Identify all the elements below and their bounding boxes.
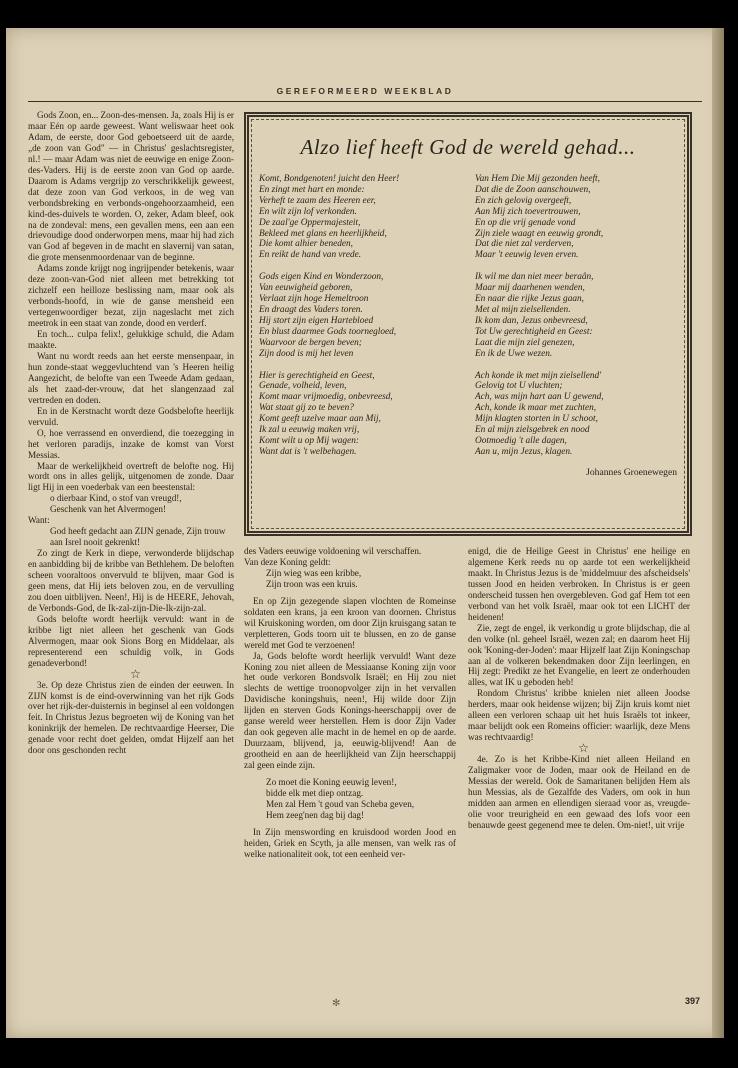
poem-line: En naar die rijke Jezus gaan, [475, 294, 584, 305]
poem-line: Van Hem Die Mij gezonden heeft, [475, 174, 600, 184]
paragraph: Adams zonde krijgt nog ingrijpender betekenis, waar deze zoon-van-God niet alleen met betrekking tot zichzelf een heilloze beslissing nam, maar ook als verbonds-hoofd, in wie de ganse mensheid een vertegenwoordiger bezat, zijn nageslacht met zich meetrok in een staat van zonde, dood en verderf. [28, 263, 234, 329]
paragraph: Zijn troon was een kruis. [266, 578, 358, 589]
poem-line: En wilt zijn lof verkonden. [259, 206, 357, 217]
paragraph: God heeft gedacht aan ZIJN genade, Zijn trouw aan Isrel nooit gekrenkt! [50, 526, 226, 548]
poem-box [244, 112, 692, 536]
poem-line: Wat staat gij zo te beven? [259, 403, 354, 414]
page-number: 397 [684, 996, 700, 1006]
poem-line: Zijn dood is mij het leven [259, 348, 354, 359]
paragraph: Want nu wordt reeds aan het eerste mensenpaar, in hun zonde-staat weggevluchtend van 's Heeren heilig Aangezicht, de belofte van een Tweede Adam gedaan, als het zaad-der-vrouw, dat het slangenzaad zal vertreden en doden. [28, 350, 234, 405]
poem-line: Ik wil me dan niet meer beraân, [475, 272, 594, 283]
paragraph: Zo moet die Koning eeuwig leven!, [266, 777, 397, 788]
poem-line: Gelovig tot U vluchten; [475, 381, 563, 392]
poem-column-right [475, 174, 677, 469]
poem-line: Ootmoedig 't alle dagen, [475, 435, 567, 446]
paragraph: Hem zeeg'nen dag bij dag! [266, 809, 365, 820]
paragraph: En toch... culpa felix!, gelukkige schuld, die Adam maakte. [28, 329, 234, 351]
paragraph: Ja, Gods belofte wordt heerlijk vervuld! Want deze Koning zou niet alleen de Messiaanse Koning zijn voor het oude verkoren Bondsvolk Israël; en Hij zou niet slechts de wettige troonopvolger zijn in het vervallen Davidische koningshuis, neen!, Hij wilde door Zijn lijden en sterven Gods Konings-heerschappij over de ganse wereld weer herstellen. Hem is door Zijn Vader dan ook gegeven alle macht in de hemel en op de aarde. Duurzaam, blijvend, ja, eeuwig-blijvend! Aan de grootheid en aan de heerlijkheid van Zijn heerschappij zal geen einde zijn. [244, 650, 456, 771]
poem-line: En reikt de hand van vrede. [259, 250, 362, 261]
paragraph: O, hoe verrassend en onverdiend, die toezegging in het verloren paradijs, inzake de komst van Vorst Messias. [28, 427, 234, 460]
poem-line: Aan Mij zich toevertrouwen, [475, 206, 581, 217]
poem-title: Alzo lief heeft God de wereld gehad... [300, 135, 636, 159]
poem-line: Verheft te zaam des Heeren eer, [259, 195, 376, 206]
column-1 [28, 110, 234, 756]
paragraph: 4e. Zo is het Kribbe-Kind niet alleen Heiland en Zaligmaker voor de Joden, maar ook de Heiland en de Messias der wereld. Ook de Samaritanen belijden Hem als hun Messias, als de Gezalfde des Vaders, om ook in hun midden aan armen en ellendigen sieraad voor as, vreugde-olie voor treurigheid en een gewaad des lofs voor een benauwde geest gegenend mee te delen. Om-niet!, uit vrije [468, 754, 690, 830]
magazine-page [6, 28, 724, 1038]
poem-line: En ik de Uwe wezen. [475, 348, 553, 359]
paragraph: Rondom Christus' kribbe knielen niet alleen Joodse herders, maar ook heidense wijzen; bij Zijn kruis komt niet alleen een verloren schaap uit het huis Israëls tot inkeer, maar belijdt ook een Romeins officier: waarlijk, deze Mens was rechtvaardig! [468, 688, 690, 743]
poem-stanza [475, 272, 677, 359]
poem-line: Ik kom dan, Jezus onbevreesd, [475, 315, 588, 326]
poem-column-left [259, 174, 461, 469]
paragraph: Zo zingt de Kerk in diepe, verwonderde blijdschap en aanbidding bij de kribbe van Bethlehem. De beloften scheen vooraltoos onvervuld te blijven, maar God is geen mens, dat Hij iets beloven zou, en de vervulling zou doen uitblijven. Neen!, Hij is de HEERE, Jehovah, de Verbonds-God, de Ik-zal-zijn-Die-Ik-zijn-zal. [28, 548, 234, 613]
poem-line: En zich gelovig overgeeft, [475, 195, 572, 206]
paragraph: Geschenk van het Alvermogen! [50, 504, 167, 515]
poem-line: Laat die mijn ziel genezen, [475, 337, 575, 348]
poem-line: Maar 't eeuwig leven erven. [475, 250, 579, 261]
poem-stanza [259, 371, 461, 458]
poem-line: Ach, konde ik maar met zuchten, [475, 403, 597, 414]
poem-line: Bekleed met glans en heerlijkheid, [259, 228, 387, 239]
paragraph: Gods belofte wordt heerlijk vervuld: want in de kribbe ligt niet alleen het geschenk van Gods Alvermogen, maar ook Sions Borg en Middelaar, als representerend een schuldig volk, in Gods genadeverbond! [28, 613, 234, 668]
poem-line: En blust daarmee Gods toornegloed, [259, 326, 397, 337]
poem-line: Hij stort zijn eigen Hartebloed [259, 315, 374, 326]
header-rule [28, 101, 702, 102]
paragraph: 3e. Op deze Christus zien de einden der eeuwen. In ZIJN komst is de eind-overwinning van het rijk Gods over het rijk-der-duisternis in beginsel al een voldongen feit. In Christus Jezus begroeten wij de Koning van het koninkrijk der hemelen. De rechtvaardige Heerser, Die genade voor recht doet gelden, omdat Hijzelf aan het door ons geschonden recht [28, 679, 234, 756]
poem-line: Maar mij daarhenen wenden, [475, 283, 585, 294]
poem-stanza [475, 174, 677, 261]
poem-line: Van eeuwigheid geboren, [259, 283, 353, 294]
footer-mark: ✻ [332, 998, 341, 1009]
page-header: GEREFORMEERD WEEKBLAD [276, 86, 454, 96]
poem-line: Verlaat zijn hoge Hemeltroon [259, 294, 369, 305]
paragraph: des Vaders eeuwige voldoening wil verschaffen. [244, 546, 422, 556]
poem-line: Met al mijn zielsellenden. [475, 304, 571, 315]
poem-line: En op die vrij genade vond [475, 217, 576, 228]
paragraph: En in de Kerstnacht wordt deze Godsbelofte heerlijk vervuld. [28, 405, 234, 427]
paragraph: enigd, die de Heilige Geest in Christus' ene heilige en algemene Kerk reeds nu op aarde tot een werkelijkheid maakt. In Christus Jezus is de 'middelmuur des afscheidsels' tussen Jood en heiden verbroken. In Christus is er geen onderscheid tussen hen overgebleven. God gaf Hem tot een verbond van het volk Israël, maar ook tot een LICHT der heidenen! [468, 546, 690, 622]
poem-line: Die komt alhier beneden, [259, 239, 353, 250]
poem-line: Dat die de Zoon aanschouwen, [475, 184, 591, 195]
poem-author: Johannes Groenewegen [586, 466, 677, 478]
poem-line: Ik zal u eeuwig maken vrij, [259, 425, 360, 436]
paragraph: o dierbaar Kind, o stof van vreugd!, [50, 493, 182, 504]
paragraph: En op Zijn gezegende slapen vlochten de Romeinse soldaten een krans, ja een kroon van doornen. Christus wil Kruiskoning worden, om door Zijn kruisgang satan te verpletteren, Gods toorn uit te blussen, en zo de ganse wereld met God te verzoenen! [244, 595, 456, 650]
poem-line: Komt wilt u op Mij wagen: [259, 435, 359, 446]
paragraph: In Zijn menswording en kruisdood worden Jood en heiden, Griek en Scyth, ja alle mensen, van welk ras of welke nationaliteit ook, tot een eenheid ver- [244, 826, 456, 859]
section-star: ☆ [578, 741, 589, 756]
poem-line: Tot Uw gerechtigheid en Geest: [475, 326, 593, 337]
paragraph: Maar de werkelijkheid overtreft de belofte nog. Hij wordt ons in alles gelijk, uitgenomen de zonde. Daar ligt Hij in een voederbak van een beestenstal: [28, 460, 234, 493]
poem-line: Ach konde ik met mijn zielsellend' [475, 370, 602, 381]
paragraph: Van deze Koning geldt: [244, 556, 331, 567]
poem-line: Zijn ziele waagt en eeuwig grondt, [475, 228, 604, 239]
paragraph: Gods Zoon, en... Zoon-des-mensen. Ja, zoals Hij is er maar Eén op aarde geweest. Want weliswaar heet ook Adam, de eerste, door God geboetseerd uit de aarde, „de zoon van God" — in Christus' geslachtsregister, nl.! — maar Adam was niet de eeuwige en enige Zoon-des-Vaders. Hij is de eerste zoon van God op aarde. Daarom is Adams vergrijp zo verschrikkelijk geweest, dat deze zoon van God verkoos, in de weg van verbondsbreking en verbonds-ongehoorzaamheid, een kind-des-duivels te worden. O, zeker, Adam bleef, ook na de zondeval: mens, een gevallen mens, een aan een drievoudige dood onderworpen mens, maar hij had zich van God af begeven in de macht en slavernij van satan, die grote mensenmoordenaar van de beginne. [28, 110, 234, 263]
poem-line: Hier is gerechtigheid en Geest, [259, 370, 375, 381]
poem-line: En zingt met hart en monde: [259, 184, 365, 195]
poem-line: Komt maar vrijmoedig, onbevreesd, [259, 392, 393, 403]
column-3 [468, 546, 690, 831]
poem-line: En al mijn zielsgebrek en nood [475, 425, 590, 436]
poem-line: Mijn klagten storten in U schoot, [475, 414, 598, 425]
paragraph: Want: [28, 515, 50, 526]
column-2 [244, 546, 456, 860]
paragraph: Zie, zegt de engel, ik verkondig u grote blijdschap, die al den volke (nl. geheel Israël, wezen zal; en daarom heet Hij ook 'Koning-der-Joden': maar Hijzelf laat Zijn Koningschap aan al de volkeren bekendmaken door Zijn leerlingen, en Hij zegt: Predikt ze het Evangelie, en leert ze onderhouden alles, wat IK u geboden heb! [468, 622, 690, 688]
poem-stanza [475, 371, 677, 458]
poem-line: De zaal'ge Oppermajesteit, [259, 217, 361, 228]
poem-line: Komt, Bondgenoten! juicht den Heer! [259, 174, 400, 184]
poem-stanza [259, 272, 461, 359]
paragraph: Men zal Hem 't goud van Scheba geven, [266, 798, 415, 809]
poem-stanza [259, 174, 461, 261]
poem-line: Dat die niet zal verderven, [475, 239, 574, 250]
poem-line: Gods eigen Kind en Wonderzoon, [259, 272, 384, 283]
poem-line: Aan u, mijn Jezus, klagen. [475, 446, 573, 457]
poem-line: Waarvoor de bergen beven; [259, 337, 362, 348]
poem-line: Want dat is 't welbehagen. [259, 446, 357, 457]
poem-line: En draagt des Vaders toren. [259, 304, 363, 315]
page-spine [712, 28, 724, 1038]
poem-line: Genade, volheid, leven, [259, 381, 347, 392]
paragraph: bidde elk met diep ontzag. [266, 788, 364, 799]
poem-line: Komt geeft uzelve maar aan Mij, [259, 414, 381, 425]
poem-line: Ach, was mijn hart aan U gewend, [475, 392, 604, 403]
paragraph: Zijn wieg was een kribbe, [266, 567, 362, 578]
section-star: ☆ [130, 666, 141, 681]
